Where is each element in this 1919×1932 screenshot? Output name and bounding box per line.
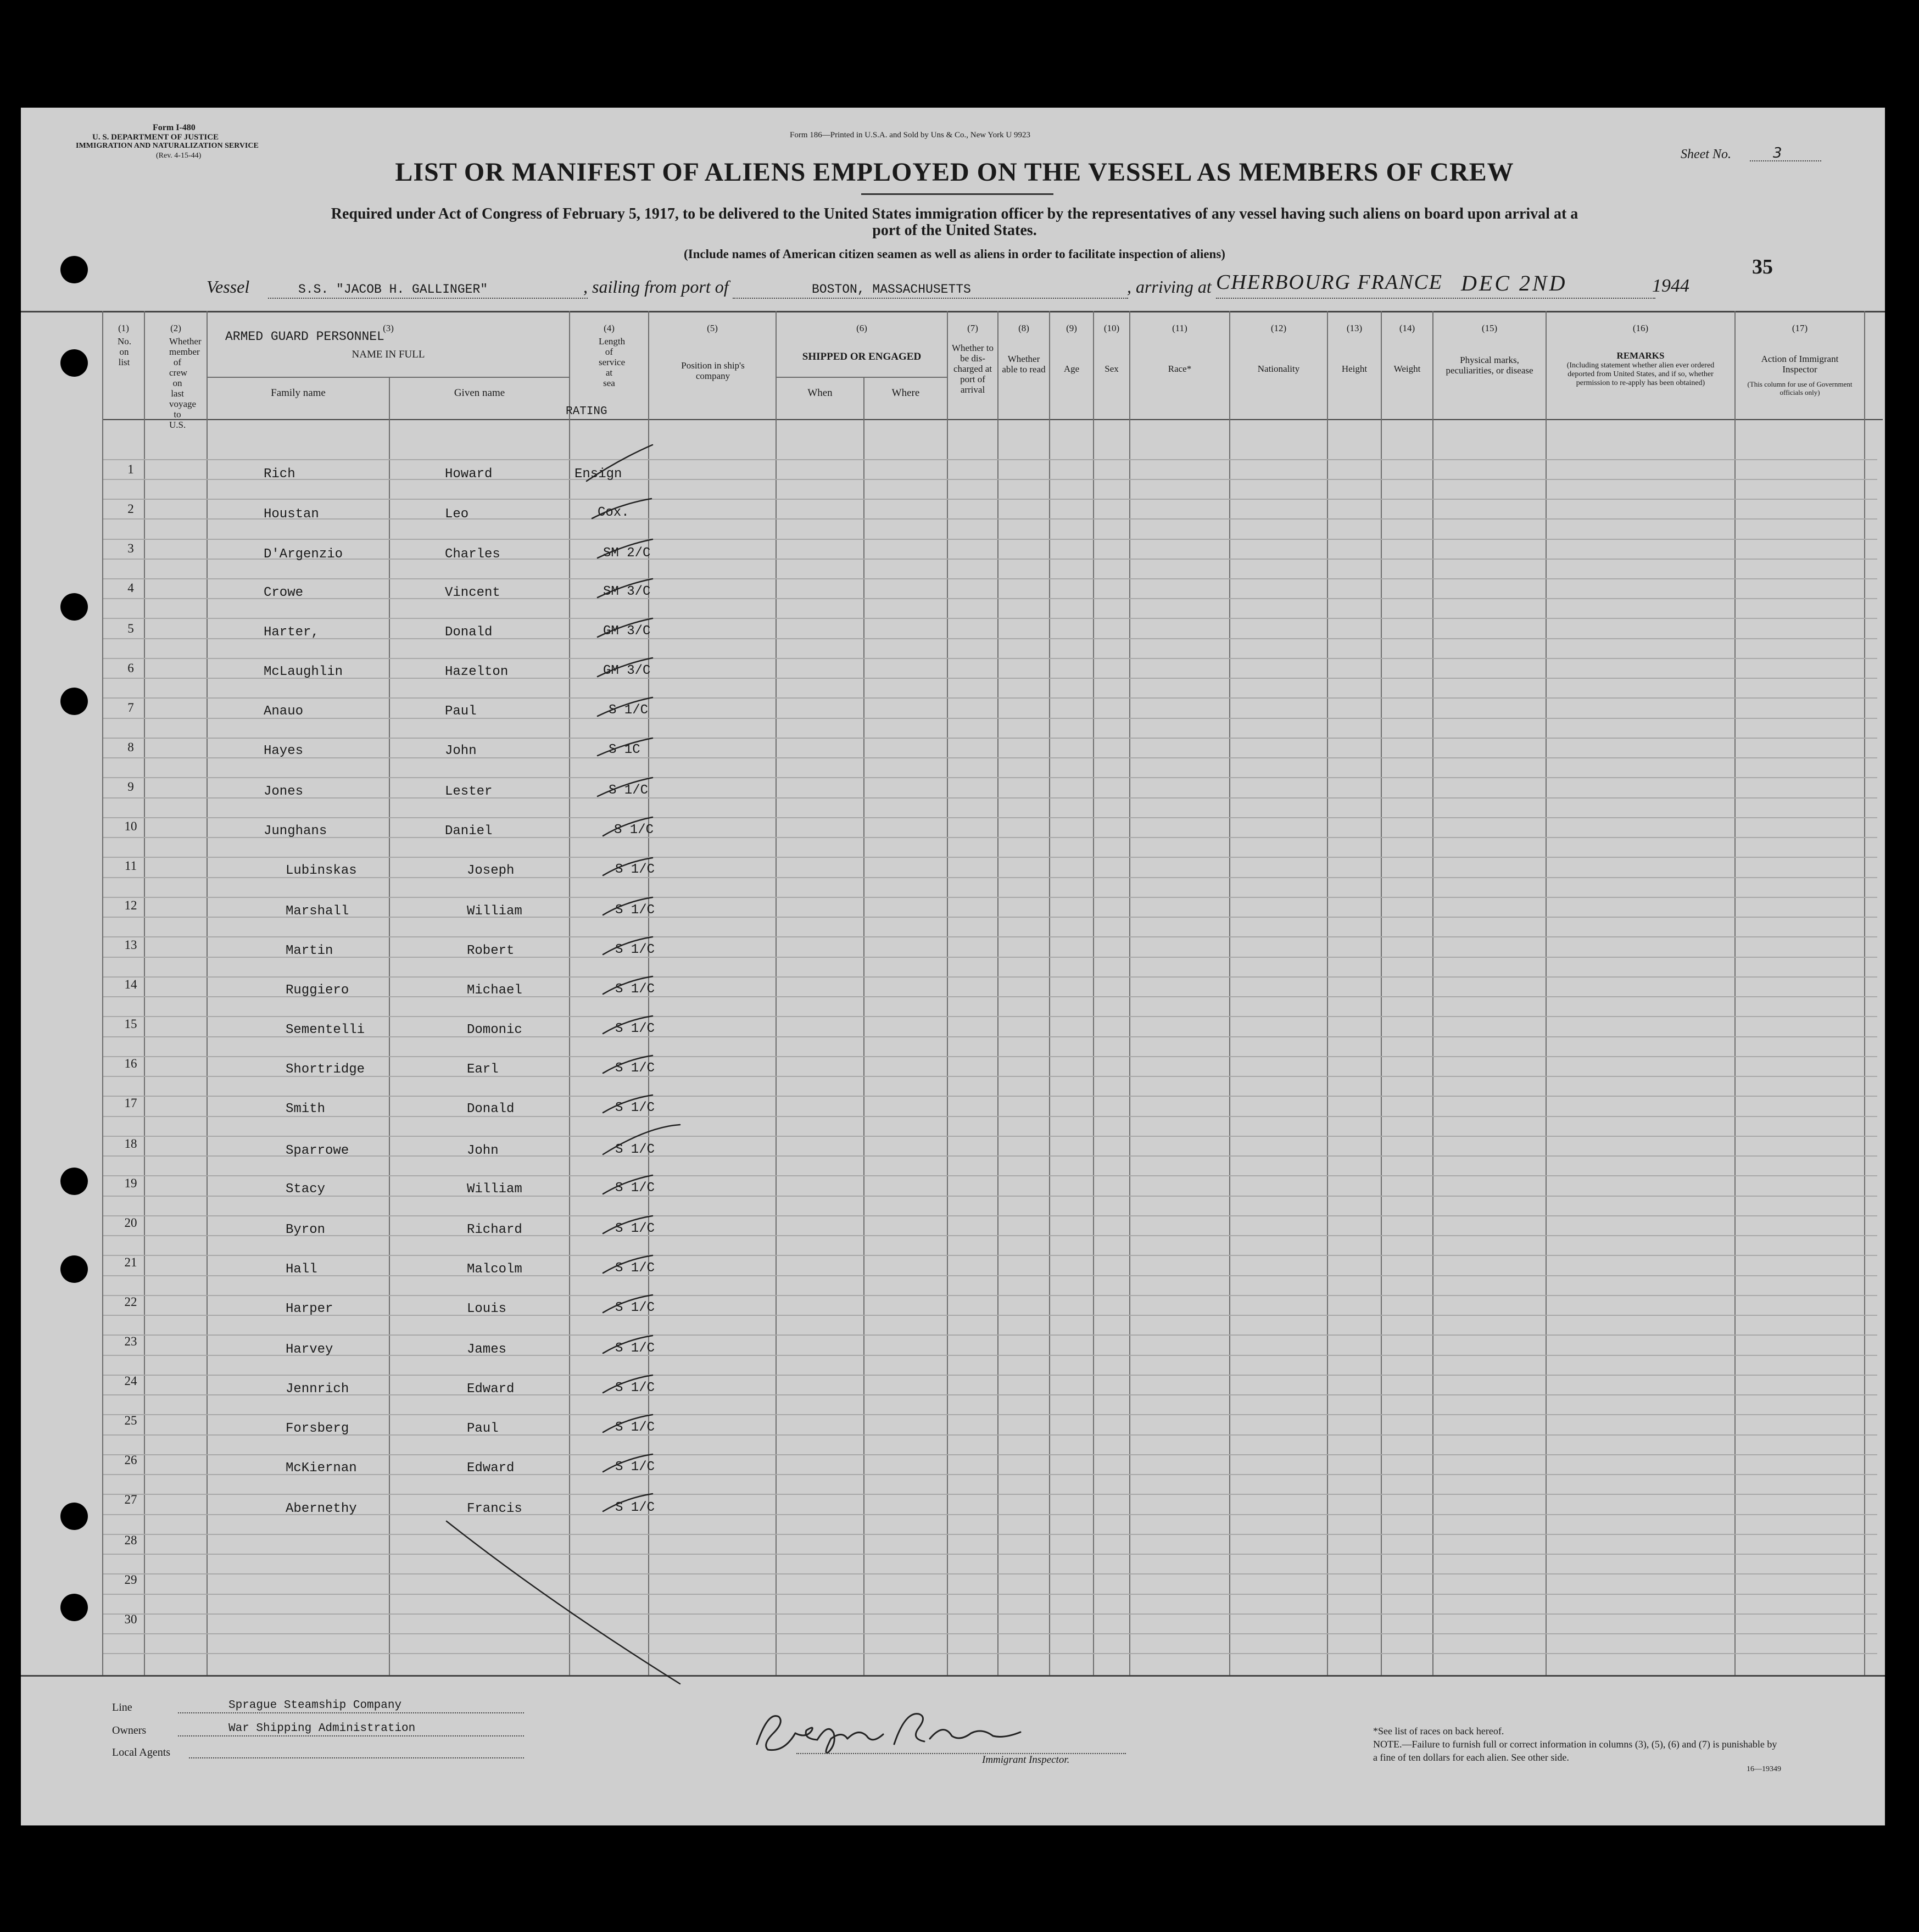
family-name: Harper	[286, 1302, 333, 1316]
row-number: 24	[124, 1374, 137, 1388]
inspector-signature	[735, 1700, 1042, 1761]
family-name: Anauo	[264, 704, 304, 719]
given-name: Edward	[467, 1461, 515, 1476]
given-name: Louis	[467, 1302, 507, 1316]
col-9-number: (9)	[1066, 323, 1077, 333]
col-3-given-header: Given name	[454, 387, 505, 399]
col-5-header: Position in ship's company	[681, 360, 745, 381]
col-16-note: (Including statement whether alien ever ordered deported from United States, and if so, whether permission to re-apply has been obtained)	[1566, 361, 1715, 387]
arriving-date: DEC 2ND	[1461, 271, 1567, 295]
row-number: 10	[124, 819, 137, 833]
given-name: Paul	[467, 1421, 499, 1436]
given-name: Robert	[467, 943, 515, 958]
rating: S 1C	[609, 742, 640, 757]
row-number: 18	[124, 1137, 137, 1151]
family-name: Forsberg	[286, 1421, 349, 1436]
family-name: Jennrich	[286, 1382, 349, 1397]
family-name: Crowe	[264, 585, 304, 600]
given-name: John	[467, 1143, 499, 1158]
rating: S 1/C	[615, 1021, 655, 1036]
rating: SM 3/C	[603, 584, 651, 599]
col-11-number: (11)	[1172, 323, 1187, 333]
rating: S 1/C	[615, 1300, 655, 1315]
col-6-header: SHIPPED OR ENGAGED	[802, 351, 922, 362]
family-name: Houstan	[264, 507, 319, 522]
races-note: *See list of races on back hereof.	[1373, 1726, 1504, 1736]
vessel-name: S.S. "JACOB H. GALLINGER"	[298, 282, 488, 297]
family-name: Junghans	[264, 824, 327, 839]
rating: S 1/C	[615, 1101, 655, 1115]
given-name: Vincent	[445, 585, 500, 600]
col-7-header: Whether to be dis- charged at port of arrival	[952, 343, 994, 395]
rating: GM 3/C	[603, 663, 651, 678]
col-6-when-header: When	[807, 387, 833, 399]
row-number: 6	[127, 661, 134, 675]
col-10-number: (10)	[1103, 323, 1120, 333]
given-name: Richard	[467, 1222, 522, 1237]
row-number: 20	[124, 1216, 137, 1230]
family-name: Harvey	[286, 1342, 333, 1357]
row-number: 5	[127, 622, 134, 635]
col-14-number: (14)	[1399, 323, 1415, 333]
col-8-number: (8)	[1018, 323, 1029, 333]
local-agents-label: Local Agents	[112, 1746, 171, 1758]
row-number: 27	[124, 1493, 137, 1506]
row-number: 28	[124, 1533, 137, 1547]
family-name: Harter,	[264, 625, 319, 640]
family-name: D'Argenzio	[264, 547, 343, 562]
rating: S 1/C	[615, 1460, 655, 1475]
rating: S 1/C	[615, 1261, 655, 1276]
voyage-year: 1944	[1652, 276, 1689, 296]
row-number: 23	[124, 1334, 137, 1348]
given-name: Malcolm	[467, 1262, 522, 1277]
row-number: 3	[127, 541, 134, 555]
row-number: 21	[124, 1255, 137, 1269]
row-number: 29	[124, 1573, 137, 1587]
owners-value: War Shipping Administration	[228, 1722, 416, 1735]
family-name: McKiernan	[286, 1461, 357, 1476]
department: U. S. DEPARTMENT OF JUSTICE	[92, 133, 219, 142]
col-8-header: Whether able to read	[1002, 354, 1046, 375]
rating: S 1/C	[615, 1181, 655, 1196]
family-name: Hayes	[264, 744, 304, 758]
col-16-number: (16)	[1632, 323, 1649, 333]
subtitle-line-2: port of the United States.	[872, 222, 1037, 239]
family-name: Stacy	[286, 1182, 326, 1197]
local-agents-field	[189, 1757, 524, 1758]
rating: S 1/C	[615, 982, 655, 997]
rating: S 1/C	[615, 903, 655, 918]
col-6-where-header: Where	[891, 387, 920, 399]
row-number: 30	[124, 1612, 137, 1626]
col-7-number: (7)	[967, 323, 978, 333]
inspector-label: Immigrant Inspector.	[982, 1754, 1070, 1766]
col-2-header: Whether member of crew on last voyage to U.S.	[169, 336, 202, 430]
row-number: 13	[124, 938, 137, 952]
arriving-label: , arriving at	[1127, 277, 1212, 297]
col-6-number: (6)	[856, 323, 867, 333]
given-name: Edward	[467, 1382, 515, 1397]
rating: S 1/C	[615, 942, 655, 957]
form-code: 16—19349	[1747, 1765, 1781, 1773]
col-1-header: No. on list	[118, 336, 132, 367]
col-15-header: Physical marks, peculiarities, or disease	[1446, 355, 1533, 376]
rating: S 1/C	[615, 1061, 655, 1076]
given-name: Domonic	[467, 1023, 522, 1037]
sailing-port: BOSTON, MASSACHUSETTS	[812, 282, 971, 297]
manifest-sheet	[21, 108, 1885, 1825]
page-title: LIST OR MANIFEST OF ALIENS EMPLOYED ON THE VESSEL AS MEMBERS OF CREW	[395, 158, 1514, 187]
col-15-number: (15)	[1481, 323, 1498, 333]
row-number: 4	[127, 581, 134, 595]
row-number: 2	[127, 502, 134, 516]
row-number: 15	[124, 1017, 137, 1031]
rating: S 1/C	[615, 1341, 655, 1356]
given-name: Daniel	[445, 824, 493, 839]
col-16-header: REMARKS	[1616, 350, 1665, 361]
col-3-family-header: Family name	[271, 387, 326, 399]
legal-note: NOTE.—Failure to furnish full or correct information in columns (3), (5), (6) and (7) is punishable by a fine of ten dollars for each alien. See other side.	[1373, 1739, 1777, 1763]
rating: S 1/C	[615, 1500, 655, 1515]
line-value: Sprague Steamship Company	[228, 1699, 402, 1712]
row-number: 16	[124, 1057, 137, 1070]
given-name: Joseph	[467, 863, 515, 878]
rating: Ensign	[574, 467, 622, 482]
rating: GM 3/C	[603, 624, 651, 639]
row-number: 7	[127, 701, 134, 714]
col-17-note: (This column for use of Government officials only)	[1747, 380, 1853, 397]
col-11-header: Race*	[1168, 364, 1192, 374]
col-14-header: Weight	[1393, 364, 1421, 374]
given-name: William	[467, 1182, 522, 1197]
row-number: 19	[124, 1176, 137, 1190]
family-name: Lubinskas	[286, 863, 357, 878]
subtitle-line-3: (Include names of American citizen seamen as well as aliens in order to facilitate inspection of aliens)	[684, 247, 1225, 261]
owners-label: Owners	[112, 1724, 147, 1736]
rating: S 1/C	[615, 1142, 655, 1157]
col-3-header: NAME IN FULL	[352, 349, 425, 360]
form-id: Form I-480	[153, 123, 196, 132]
rating: Cox.	[598, 505, 629, 520]
given-name: John	[445, 744, 477, 758]
col-1-number: (1)	[118, 323, 129, 333]
row-number: 11	[124, 859, 137, 873]
signature-line	[796, 1753, 1126, 1754]
rating: S 1/C	[614, 823, 654, 837]
row-number: 12	[124, 898, 137, 912]
family-name: Ruggiero	[286, 983, 349, 998]
family-name: Abernethy	[286, 1501, 357, 1516]
given-name: Leo	[445, 507, 469, 522]
rating: S 1/C	[609, 703, 649, 718]
printer-line: Form 186—Printed in U.S.A. and Sold by Uns & Co., New York U 9923	[790, 131, 1030, 139]
col-4-header: Length of service at sea	[599, 336, 626, 388]
family-name: Marshall	[286, 904, 349, 919]
arriving-port: CHERBOURG FRANCE	[1216, 271, 1443, 294]
line-label: Line	[112, 1701, 132, 1713]
col-10-header: Sex	[1104, 364, 1119, 374]
armed-guard-note: ARMED GUARD PERSONNEL	[225, 330, 384, 344]
given-name: William	[467, 904, 522, 919]
row-number: 17	[124, 1096, 137, 1110]
col-2-number: (2)	[170, 323, 181, 333]
family-name: Sementelli	[286, 1023, 365, 1037]
col-3-number: (3)	[383, 323, 394, 333]
family-name: Hall	[286, 1262, 317, 1277]
revision: (Rev. 4-15-44)	[156, 152, 202, 160]
row-number: 26	[124, 1453, 137, 1467]
subtitle-line-1: Required under Act of Congress of February 5, 1917, to be delivered to the United States immigration officer by the representatives of any vessel having such aliens on board upon arrival at a	[331, 205, 1578, 222]
rating: S 1/C	[615, 1420, 655, 1435]
service: IMMIGRATION AND NATURALIZATION SERVICE	[76, 142, 259, 150]
rating: SM 2/C	[603, 546, 651, 561]
given-name: Earl	[467, 1062, 499, 1077]
col-17-header: Action of Immigrant Inspector	[1761, 354, 1839, 375]
row-number: 8	[127, 740, 134, 754]
family-name: Smith	[286, 1102, 326, 1116]
family-name: Shortridge	[286, 1062, 365, 1077]
given-name: Paul	[445, 704, 477, 719]
page-number: 35	[1752, 255, 1773, 278]
row-number: 25	[124, 1414, 137, 1427]
rating: S 1/C	[609, 783, 649, 798]
col-4-number: (4)	[604, 323, 615, 333]
row-number: 9	[127, 780, 134, 794]
col-12-number: (12)	[1270, 323, 1287, 333]
given-name: Lester	[445, 784, 493, 799]
family-name: Byron	[286, 1222, 326, 1237]
col-13-number: (13)	[1346, 323, 1363, 333]
given-name: Donald	[467, 1102, 515, 1116]
given-name: Donald	[445, 625, 493, 640]
vessel-label: Vessel	[207, 277, 250, 297]
col-12-header: Nationality	[1257, 364, 1300, 374]
given-name: Howard	[445, 467, 493, 482]
col-17-number: (17)	[1792, 323, 1808, 333]
row-number: 1	[127, 462, 134, 476]
family-name: Sparrowe	[286, 1143, 349, 1158]
col-9-header: Age	[1063, 364, 1080, 374]
col-4-rating: RATING	[566, 405, 607, 418]
pen-marks	[21, 108, 1885, 1825]
family-name: Martin	[286, 943, 333, 958]
col-13-header: Height	[1341, 364, 1368, 374]
given-name: James	[467, 1342, 507, 1357]
given-name: Charles	[445, 547, 500, 562]
row-number: 14	[124, 978, 137, 991]
col-5-number: (5)	[707, 323, 718, 333]
rating: S 1/C	[615, 1221, 655, 1236]
family-name: Rich	[264, 467, 295, 482]
rating: S 1/C	[615, 862, 655, 877]
family-name: Jones	[264, 784, 304, 799]
sheet-no-value: 3	[1773, 145, 1782, 161]
rating: S 1/C	[615, 1381, 655, 1395]
family-name: McLaughlin	[264, 665, 343, 679]
given-name: Michael	[467, 983, 522, 998]
sheet-no-label: Sheet No. 3	[1681, 147, 1731, 162]
row-number: 22	[124, 1295, 137, 1309]
given-name: Francis	[467, 1501, 522, 1516]
given-name: Hazelton	[445, 665, 509, 679]
sailing-label: , sailing from port of	[583, 277, 729, 297]
